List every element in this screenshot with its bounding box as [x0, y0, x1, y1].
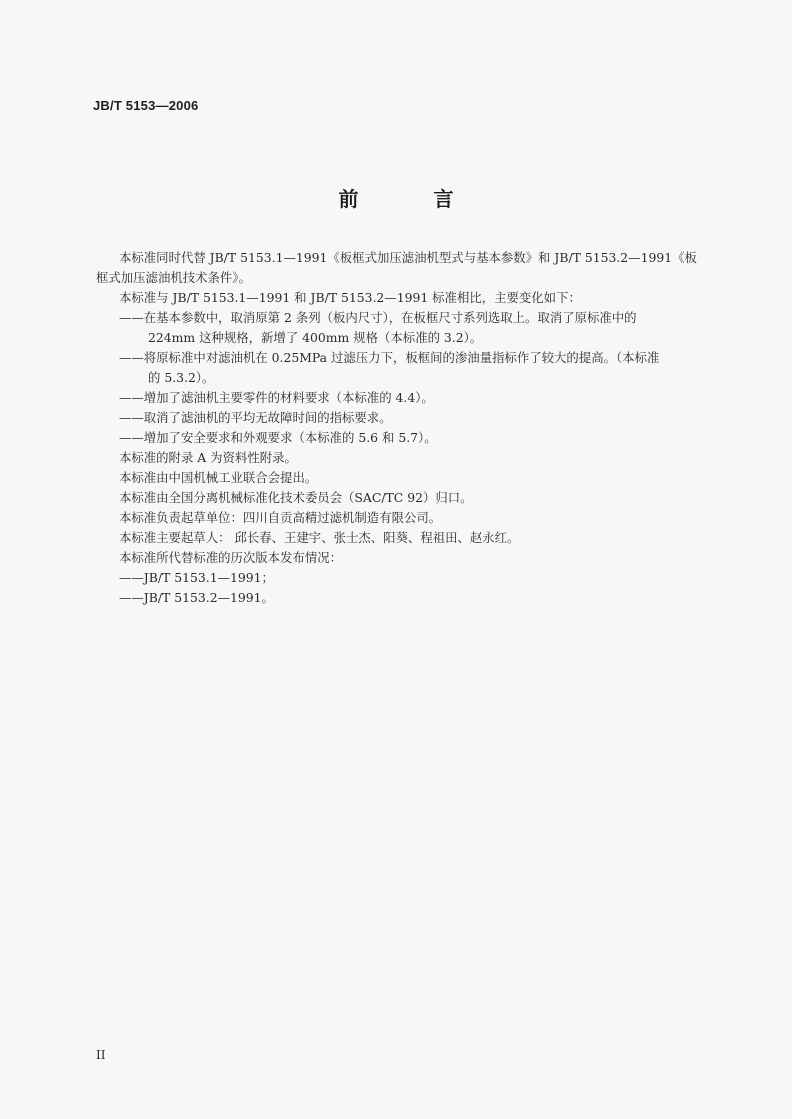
paragraph: 本标准由中国机械工业联合会提出。 — [119, 470, 318, 485]
paragraph: 本标准的附录 A 为资料性附录。 — [119, 450, 297, 465]
list-item: ——增加了滤油机主要零件的材料要求（本标准的 4.4）。 — [119, 390, 434, 405]
list-item: ——JB/T 5153.1—1991； — [119, 570, 274, 585]
list-item: ——将原标准中对滤油机在 0.25MPa 过滤压力下，板框间的渗油量指标作了较大的提高。（本标准 — [119, 350, 660, 365]
paragraph: 本标准由全国分离机械标准化技术委员会（SAC/TC 92）归口。 — [119, 490, 473, 505]
foreword-body — [96, 248, 722, 608]
paragraph: 本标准与 JB/T 5153.1—1991 和 JB/T 5153.2—1991 标准相比，主要变化如下： — [119, 290, 581, 305]
page-number: II — [96, 1048, 106, 1062]
page-title: 前 言 — [338, 187, 488, 211]
list-item: ——增加了安全要求和外观要求（本标准的 5.6 和 5.7）。 — [119, 430, 437, 445]
paragraph: 本标准同时代替 JB/T 5153.1—1991《板框式加压滤油机型式与基本参数》和 JB/T 5153.2—1991《板 — [119, 250, 697, 265]
list-item: ——JB/T 5153.2—1991。 — [119, 590, 274, 605]
list-item-continuation: 的 5.3.2）。 — [148, 370, 215, 385]
paragraph: 本标准负责起草单位：四川自贡高精过滤机制造有限公司。 — [119, 510, 442, 525]
paragraph: 本标准所代替标准的历次版本发布情况： — [119, 550, 343, 565]
paragraph: 本标准主要起草人： 邱长春、王建宇、张士杰、阳葵、程祖田、赵永红。 — [119, 530, 520, 545]
list-item-continuation: 224mm 这种规格，新增了 400mm 规格（本标准的 3.2）。 — [148, 330, 483, 345]
list-item: ——取消了滤油机的平均无故障时间的指标要求。 — [119, 410, 392, 425]
list-item: ——在基本参数中，取消原第 2 条列（板内尺寸），在板框尺寸系列选取上。取消了原标准中的 — [119, 310, 637, 325]
standard-code: JB/T 5153—2006 — [93, 98, 199, 113]
paragraph-continuation: 框式加压滤油机技术条件》。 — [96, 270, 251, 285]
